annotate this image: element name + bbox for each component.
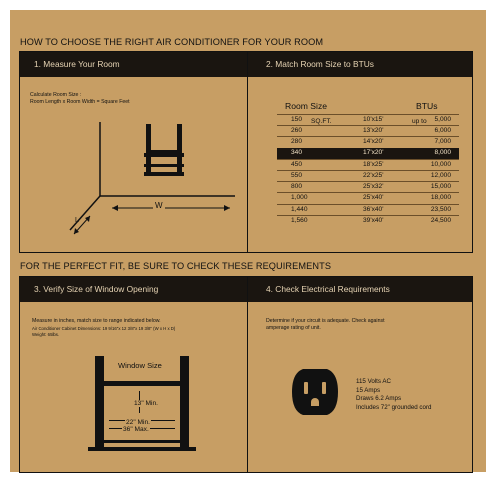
step3-title: 3. Verify Size of Window Opening (34, 284, 159, 294)
window-size-label: Window Size (118, 361, 162, 370)
electrical-spec-item: 15 Amps (356, 386, 381, 394)
upto-label: up to (412, 118, 427, 125)
btu-value: 6,000 (434, 127, 451, 135)
col-room-size: Room Size (285, 101, 328, 111)
btu-value: 10,000 (430, 160, 451, 168)
btu-table (277, 114, 459, 234)
room-dims: 14'x20' (363, 138, 384, 146)
bottom-divider (247, 277, 248, 472)
top-header-bar (20, 52, 472, 77)
cabinet-dimensions: Air Conditioner Cabinet Dimensions: 19 9/16"x 12 3/8"x 19 3/8" (W x H x D) (32, 326, 176, 331)
unit-weight: Weight: 65lbs. (32, 332, 60, 337)
btu-table-row (277, 148, 459, 159)
room-sqft: 340 (291, 148, 303, 156)
btu-value: 5,000 (434, 116, 451, 123)
room-dims: 36'x40' (363, 205, 384, 213)
room-dims: 18'x25' (363, 160, 384, 168)
room-dims: 17'x20' (363, 148, 384, 156)
electrical-intro-1: Determine if your circuit is adequate. Check against (266, 318, 385, 324)
electrical-spec-item: Includes 72" grounded cord (356, 403, 432, 411)
electrical-specs (356, 378, 431, 412)
electrical-spec-item: Draws 6.2 Amps (356, 395, 402, 403)
section-title-fit: FOR THE PERFECT FIT, BE SURE TO CHECK THESE REQUIREMENTS (20, 261, 332, 271)
room-calc-label: Calculate Room Size : (30, 92, 82, 98)
step4-title: 4. Check Electrical Requirements (266, 284, 390, 294)
window-intro: Measure in inches, match size to range indicated below. (32, 318, 161, 324)
room-dims: 25'x40' (363, 194, 384, 202)
min-height-label: 13" Min. (134, 400, 158, 407)
top-panel (19, 51, 473, 253)
step1-title: 1. Measure Your Room (34, 59, 120, 69)
room-sqft: 150 (291, 116, 303, 123)
electrical-intro-2: amperage rating of unit. (266, 325, 321, 331)
room-dims: 22'x25' (363, 172, 384, 179)
room-dims: 10'x15' (363, 116, 384, 123)
room-sqft: 260 (291, 127, 303, 135)
bottom-panel (19, 276, 473, 473)
room-sqft: 550 (291, 172, 303, 179)
room-sqft: 1,440 (291, 205, 308, 213)
width-label: W (155, 201, 163, 210)
btu-value: 23,500 (430, 205, 451, 213)
room-sqft: 1,000 (291, 194, 308, 202)
col-btus: BTUs (416, 101, 438, 111)
min-width-label: 22" Min. (126, 419, 150, 426)
room-sqft: 450 (291, 160, 303, 168)
room-dims: 25'x32' (363, 183, 384, 191)
bottom-header-bar (20, 277, 472, 302)
btu-value: 24,500 (430, 216, 451, 224)
room-calc-formula: Room Length x Room Width = Square Feet (30, 99, 130, 105)
infographic-page (10, 10, 486, 472)
btu-value: 7,000 (434, 138, 451, 146)
sqft-unit: SQ.FT. (311, 118, 332, 125)
btu-value: 18,000 (430, 194, 451, 202)
room-sqft: 280 (291, 138, 303, 146)
room-dims: 39'x40' (363, 216, 384, 224)
room-sqft: 800 (291, 183, 303, 191)
outlet-icon (290, 367, 340, 417)
btu-value: 12,000 (430, 172, 451, 179)
top-divider (247, 52, 248, 252)
room-dims: 13'x20' (363, 127, 384, 135)
section-title-choose: HOW TO CHOOSE THE RIGHT AIR CONDITIONER FOR YOUR ROOM (20, 37, 324, 47)
max-width-label: 36" Max. (123, 426, 149, 433)
btu-value: 8,000 (434, 148, 451, 156)
room-diagram (60, 112, 240, 242)
length-label: L (75, 217, 79, 224)
btu-value: 15,000 (430, 183, 451, 191)
btu-table-row (277, 215, 459, 227)
electrical-spec-item: 115 Volts AC (356, 378, 391, 385)
room-sqft: 1,560 (291, 216, 308, 224)
step2-title: 2. Match Room Size to BTUs (266, 59, 374, 69)
